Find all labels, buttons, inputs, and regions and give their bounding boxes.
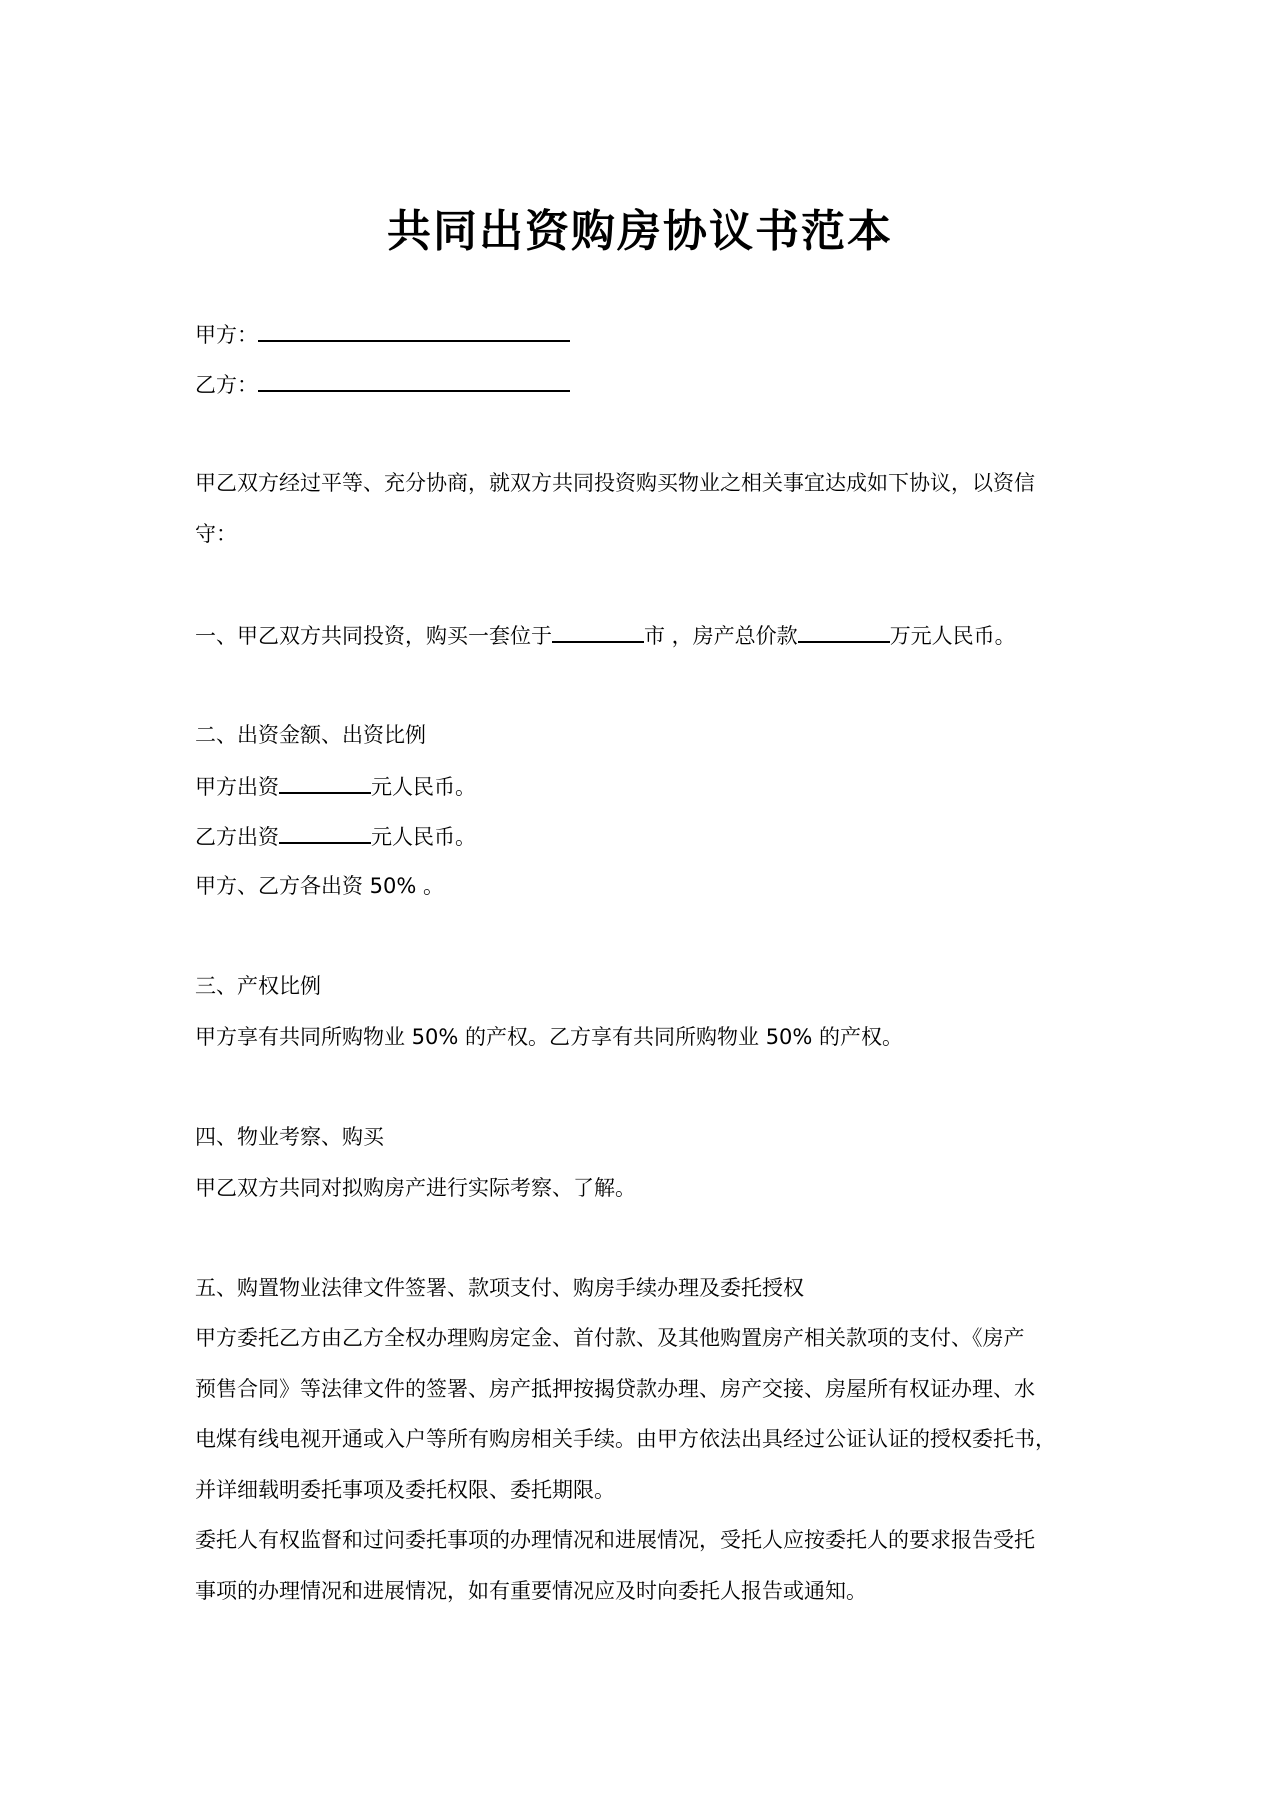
- section-2-party-a: [195, 770, 476, 802]
- party-b-amount-blank: [279, 820, 371, 844]
- section-5-para-1-line-1: 甲方委托乙方由乙方全权办理购房定金、首付款、及其他购置房产相关款项的支付、《房产: [195, 1326, 1025, 1350]
- section-2-ratio: 甲方、乙方各出资 50% 。: [195, 874, 445, 898]
- party-a-line: [195, 318, 570, 350]
- section-2-b-post: 元人民币。: [371, 825, 476, 849]
- section-2-b-pre: 乙方出资: [195, 825, 279, 849]
- document-title: 共同出资购房协议书范本: [387, 206, 893, 257]
- intro-line-1: 甲乙双方经过平等、充分协商，就双方共同投资购买物业之相关事宜达成如下协议，以资信: [195, 471, 1035, 495]
- section-5-para-1-line-4: 并详细载明委托事项及委托权限、委托期限。: [195, 1478, 615, 1502]
- party-a-blank: [258, 318, 570, 342]
- section-5-heading: 五、购置物业法律文件签署、款项支付、购房手续办理及委托授权: [195, 1276, 804, 1300]
- section-1: [195, 619, 1016, 651]
- section-2-party-b: [195, 820, 476, 852]
- section-5-para-2-line-1: 委托人有权监督和过问委托事项的办理情况和进展情况，受托人应按委托人的要求报告受托: [195, 1528, 1035, 1552]
- section-5-para-1-line-2: 预售合同》等法律文件的签署、房产抵押按揭贷款办理、房产交接、房屋所有权证办理、水: [195, 1377, 1035, 1401]
- section-4-heading: 四、物业考察、购买: [195, 1125, 384, 1149]
- intro-line-2: 守：: [195, 522, 237, 546]
- section-1-mid: 市 ，房产总价款: [644, 624, 798, 648]
- section-1-post: 万元人民币。: [889, 624, 1016, 648]
- party-b-blank: [258, 368, 570, 392]
- section-5-para-2-line-2: 事项的办理情况和进展情况，如有重要情况应及时向委托人报告或通知。: [195, 1579, 867, 1603]
- city-blank: [552, 619, 644, 643]
- party-a-amount-blank: [279, 770, 371, 794]
- section-3-heading: 三、产权比例: [195, 974, 321, 998]
- party-b-line: [195, 368, 570, 400]
- section-2-a-post: 元人民币。: [371, 775, 476, 799]
- section-3-body: 甲方享有共同所购物业 50% 的产权。乙方享有共同所购物业 50% 的产权。: [195, 1025, 904, 1049]
- party-a-label: 甲方：: [195, 323, 258, 347]
- section-2-heading: 二、出资金额、出资比例: [195, 723, 426, 747]
- section-1-pre: 一、甲乙双方共同投资，购买一套位于: [195, 624, 552, 648]
- section-4-body: 甲乙双方共同对拟购房产进行实际考察、了解。: [195, 1176, 636, 1200]
- section-2-a-pre: 甲方出资: [195, 775, 279, 799]
- party-b-label: 乙方：: [195, 373, 258, 397]
- section-5-para-1-line-3: 电煤有线电视开通或入户等所有购房相关手续。由甲方依法出具经过公证认证的授权委托书，: [195, 1427, 1056, 1451]
- price-blank: [798, 619, 890, 643]
